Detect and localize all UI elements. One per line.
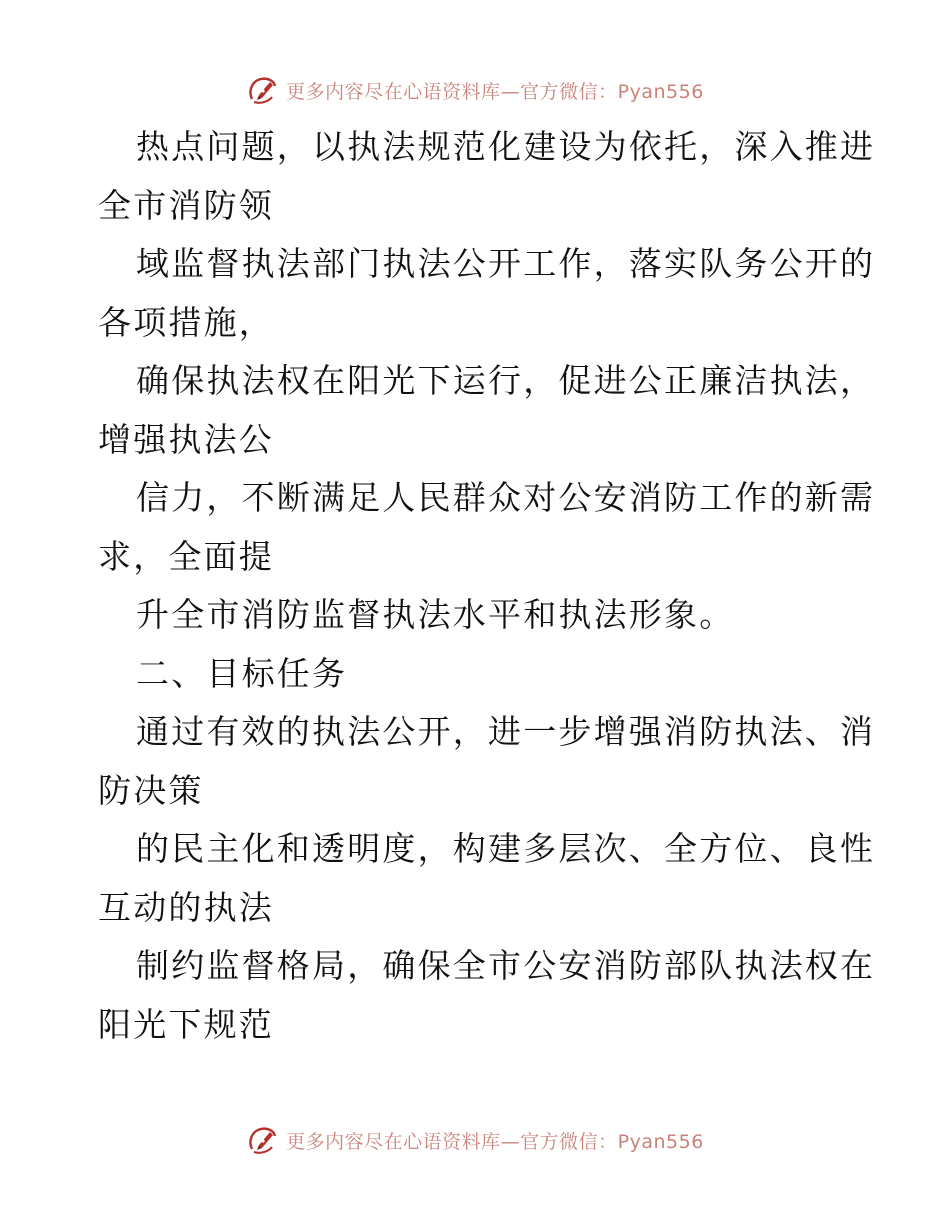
- body-line-15: 制约监督格局，确保全市公安消防部队执法权在: [136, 946, 876, 985]
- footer-banner-text: 更多内容尽在心语资料库—官方微信：Pyan556: [286, 1130, 704, 1153]
- section-heading: 二、目标任务: [136, 653, 348, 693]
- document-body: [98, 118, 876, 1054]
- body-line-14: 互动的执法: [98, 887, 274, 927]
- body-line-1: 热点问题，以执法规范化建设为依托，深入推进: [136, 127, 876, 166]
- body-line-6: 增强执法公: [98, 419, 274, 459]
- pen-logo-icon: [246, 73, 280, 107]
- body-line-4: 各项措施，: [98, 302, 274, 342]
- footer-banner: [0, 1120, 950, 1160]
- header-banner-text: 更多内容尽在心语资料库—官方微信：Pyan556: [286, 80, 704, 103]
- body-line-8: 求，全面提: [98, 536, 274, 576]
- body-line-12: 防决策: [98, 770, 204, 810]
- header-banner: [0, 70, 950, 110]
- body-line-11: 通过有效的执法公开，进一步增强消防执法、消: [136, 712, 876, 751]
- body-line-2: 全市消防领: [98, 185, 274, 225]
- body-line-3: 域监督执法部门执法公开工作，落实队务公开的: [136, 244, 876, 283]
- body-line-13: 的民主化和透明度，构建多层次、全方位、良性: [136, 829, 876, 868]
- footer-banner-inner: [246, 1123, 704, 1157]
- body-line-16: 阳光下规范: [98, 1004, 274, 1044]
- header-banner-inner: [246, 73, 704, 107]
- body-line-9: 升全市消防监督执法水平和执法形象。: [136, 595, 735, 634]
- body-line-5: 确保执法权在阳光下运行，促进公正廉洁执法，: [136, 361, 876, 400]
- pen-logo-icon: [246, 1123, 280, 1157]
- body-line-7: 信力，不断满足人民群众对公安消防工作的新需: [136, 478, 876, 517]
